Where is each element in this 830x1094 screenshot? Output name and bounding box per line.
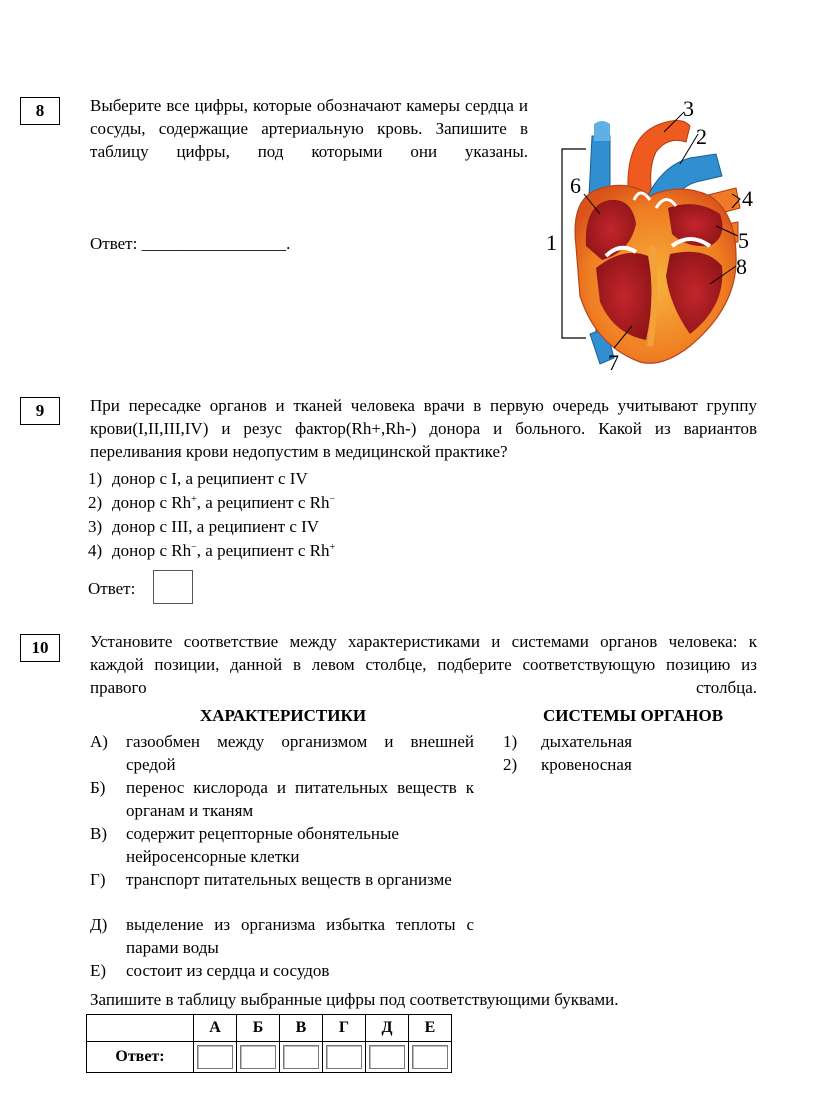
characteristic-text: выделение из организма избытка теплоты с парами воды (126, 915, 474, 957)
characteristic-letter: Д) (90, 915, 108, 934)
heart-label-5: 5 (738, 228, 749, 253)
heart-label-4: 4 (742, 186, 753, 211)
characteristic-text: транспорт питательных веществ в организме (126, 870, 452, 889)
table-letter-d: Д (366, 1015, 409, 1042)
answer-input-box[interactable] (326, 1045, 362, 1069)
system-text: кровеносная (541, 755, 632, 774)
characteristic-b (90, 776, 474, 822)
answer-cell-a[interactable] (194, 1042, 237, 1073)
heart-label-7: 7 (608, 350, 619, 374)
answer-cell-d[interactable] (366, 1042, 409, 1073)
characteristic-letter: Е) (90, 961, 107, 980)
table-letter-a: А (194, 1015, 237, 1042)
answer-cell-b[interactable] (237, 1042, 280, 1073)
answer-input-box[interactable] (197, 1045, 233, 1069)
option-number: 1) (88, 469, 103, 488)
option-text: , а реципиент с Rh (196, 541, 330, 560)
systems-header: СИСТЕМЫ ОРГАНОВ (543, 706, 724, 725)
characteristic-letter: Г) (90, 870, 106, 889)
option-text: донор с Rh (112, 541, 192, 560)
answer-input-box[interactable] (283, 1045, 319, 1069)
system-1 (503, 730, 632, 753)
system-number: 2) (503, 755, 518, 774)
table-letter-g: Г (323, 1015, 366, 1042)
characteristic-letter: А) (90, 732, 108, 751)
question-10-text: Установите соответствие между характеристиками и системами органов человека: к каждой позиции, данной в левом столбце, подберите соответствующую позицию из правого столбца. (90, 632, 757, 697)
characteristic-letter: Б) (90, 778, 106, 797)
question-number-8: 8 (20, 97, 60, 125)
question-9-answer-label: Ответ: (88, 579, 136, 598)
table-answer-label: Ответ: (87, 1042, 194, 1073)
table-instruction: Запишите в таблицу выбранные цифры под соответствующими буквами. (90, 990, 619, 1009)
question-9-text: При пересадке органов и тканей человека врачи в первую очередь учитывают группу крови(I,II,III,IV) и резус фактор(Rh+,Rh-) донора и больного. Какой из вариантов переливания крови недопустим в медицинской практике? (90, 396, 757, 461)
answer-cell-e[interactable] (409, 1042, 452, 1073)
option-1[interactable] (88, 467, 308, 490)
answer-input-box[interactable] (240, 1045, 276, 1069)
option-text: донор с I, а реципиент с IV (112, 469, 308, 488)
option-4[interactable] (88, 539, 335, 562)
option-superscript: − (191, 542, 197, 553)
question-number-10: 10 (20, 634, 60, 662)
option-2[interactable] (88, 491, 335, 514)
question-9-answer-box[interactable] (153, 570, 193, 604)
heart-label-8: 8 (736, 254, 747, 279)
option-text: донор с III, а реципиент с IV (112, 517, 320, 536)
heart-diagram (540, 96, 770, 374)
table-letter-v: В (280, 1015, 323, 1042)
question-8-text: Выберите все цифры, которые обозначают камеры сердца и сосуды, содержащие артериальную кровь. Запишите в таблицу цифры, под которыми они указаны. (90, 96, 528, 161)
characteristic-letter: В) (90, 824, 107, 843)
question-8-answer-line[interactable]: Ответ: _________________. (90, 234, 291, 253)
option-number: 4) (88, 541, 103, 560)
characteristic-a (90, 730, 474, 776)
table-answer-row (87, 1042, 452, 1073)
answer-input-box[interactable] (412, 1045, 448, 1069)
characteristic-d (90, 913, 474, 959)
system-text: дыхательная (541, 732, 633, 751)
characteristics-header: ХАРАКТЕРИСТИКИ (200, 706, 367, 725)
option-text: , а реципиент с Rh (196, 493, 330, 512)
characteristic-v (90, 822, 474, 868)
heart-label-3: 3 (683, 96, 694, 121)
option-text: донор с Rh (112, 493, 192, 512)
system-number: 1) (503, 732, 518, 751)
answer-input-box[interactable] (369, 1045, 405, 1069)
answer-cell-g[interactable] (323, 1042, 366, 1073)
characteristic-g (90, 868, 474, 891)
table-empty-cell (87, 1015, 194, 1042)
answer-table (86, 1014, 452, 1073)
heart-label-1: 1 (546, 230, 557, 255)
option-3[interactable] (88, 515, 319, 538)
answer-cell-v[interactable] (280, 1042, 323, 1073)
option-superscript: + (329, 542, 336, 553)
table-letter-e: Е (409, 1015, 452, 1042)
table-header-row (87, 1015, 452, 1042)
heart-label-6: 6 (570, 173, 581, 198)
option-number: 2) (88, 493, 103, 512)
heart-label-2: 2 (696, 124, 707, 149)
option-superscript: − (329, 494, 336, 505)
characteristic-text: содержит рецепторные обонятельные нейросенсорные клетки (126, 824, 399, 866)
option-superscript: + (191, 494, 197, 505)
question-number-9: 9 (20, 397, 60, 425)
table-letter-b: Б (237, 1015, 280, 1042)
system-2 (503, 753, 632, 776)
characteristic-text: газообмен между организмом и внешней средой (126, 732, 474, 774)
characteristic-text: состоит из сердца и сосудов (126, 961, 330, 980)
characteristic-e (90, 959, 474, 982)
characteristic-text: перенос кислорода и питательных веществ к органам и тканям (126, 778, 474, 820)
option-number: 3) (88, 517, 103, 536)
